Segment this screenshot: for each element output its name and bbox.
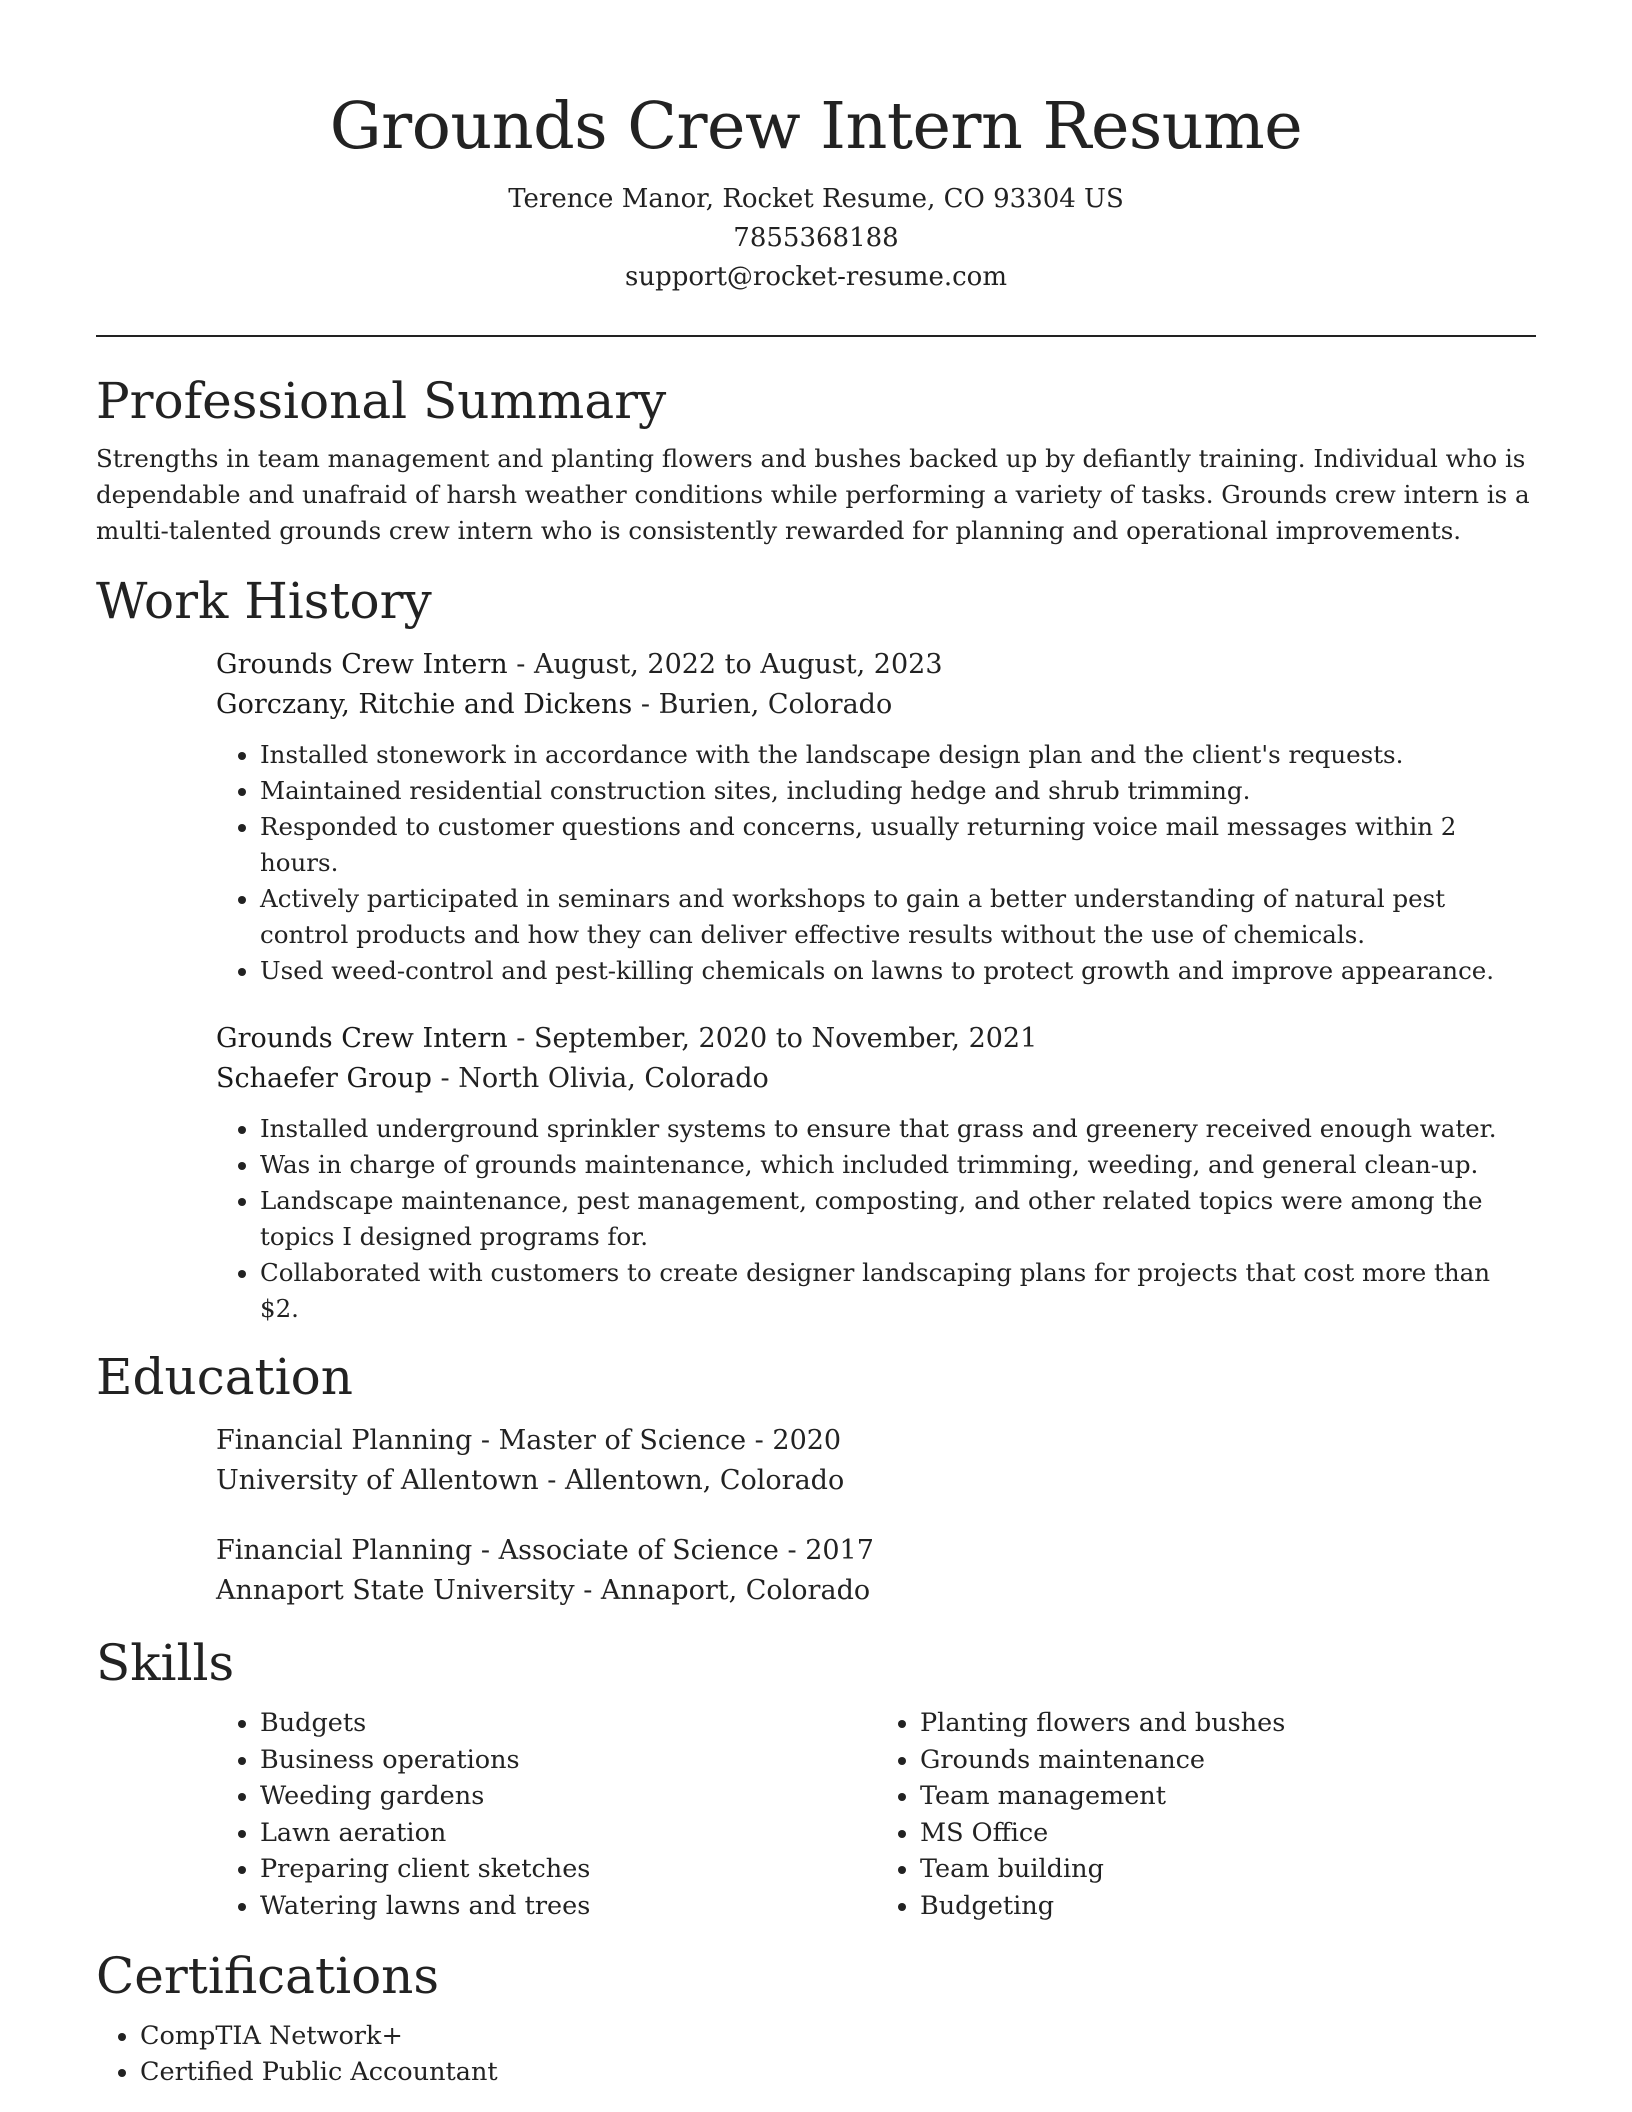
job-dates: August, 2022 to August, 2023 (533, 649, 943, 680)
job-title-line (216, 645, 1536, 685)
contact-email: support@rocket-resume.com (624, 262, 1007, 292)
job-title: Grounds Crew Intern (216, 1023, 508, 1054)
skills-section (96, 1633, 1536, 1924)
education-section (96, 1347, 1536, 1611)
skill-item: • Business operations (260, 1742, 876, 1779)
skill-item: • Team management (920, 1778, 1536, 1815)
education-school: University of Allentown (216, 1465, 539, 1496)
education-field: Financial Planning (216, 1425, 473, 1456)
separator: - (574, 1575, 601, 1606)
job-duty: • Used weed-control and pest-killing chemicals on lawns to protect growth and improve appearance. (260, 953, 1536, 989)
separator: - (472, 1425, 499, 1456)
job-duty: • Collaborated with customers to create designer landscaping plans for projects that cost more than $2. (260, 1255, 1536, 1327)
separator: - (746, 1425, 773, 1456)
contact-block (96, 180, 1536, 297)
separator: - (507, 1023, 534, 1054)
work-history-section (96, 571, 1536, 1327)
summary-heading: Professional Summary (96, 372, 667, 430)
separator: - (632, 689, 659, 720)
skills-list-left (216, 1705, 876, 1924)
job-company-line (216, 685, 1536, 725)
education-year: 2017 (805, 1535, 874, 1566)
education-entry (216, 1531, 1536, 1611)
header-divider (96, 335, 1536, 337)
job-duty: • Actively participated in seminars and workshops to gain a better understanding of natural pest control products and how they can deliver effective results without the use of chemicals. (260, 881, 1536, 953)
skill-item: • Lawn aeration (260, 1815, 876, 1852)
resume-title: Grounds Crew Intern Resume (329, 89, 1303, 164)
resume-header (96, 0, 1536, 297)
skill-item: • MS Office (920, 1815, 1536, 1852)
job-duty: • Landscape maintenance, pest management, composting, and other related topics were among the topics I designed programs for. (260, 1183, 1536, 1255)
separator: - (431, 1063, 459, 1094)
job-duty: • Maintained residential construction sites, including hedge and shrub trimming. (260, 773, 1536, 809)
job-title: Grounds Crew Intern (216, 649, 508, 680)
education-heading: Education (96, 1348, 353, 1406)
education-degree: Associate of Science (498, 1535, 779, 1566)
certifications-heading: Certifications (96, 1947, 440, 2005)
education-degree-line (216, 1531, 1536, 1571)
job-company: Gorczany, Ritchie and Dickens (216, 689, 633, 720)
job-duties-list (216, 1111, 1536, 1327)
skill-item: • Preparing client sketches (260, 1851, 876, 1888)
education-school-line (216, 1571, 1536, 1611)
education-field: Financial Planning (216, 1535, 473, 1566)
job-duty: • Responded to customer questions and concerns, usually returning voice mail messages within 2 hours. (260, 809, 1536, 881)
separator: - (538, 1465, 565, 1496)
education-degree-line (216, 1421, 1536, 1461)
skill-item: • Watering lawns and trees (260, 1888, 876, 1925)
education-year: 2020 (772, 1425, 842, 1456)
job-location: North Olivia, Colorado (458, 1063, 769, 1094)
job-dates: September, 2020 to November, 2021 (533, 1023, 1038, 1054)
skill-item: • Budgets (260, 1705, 876, 1742)
job-title-line (216, 1019, 1536, 1059)
skills-columns (216, 1705, 1536, 1924)
separator: - (778, 1535, 806, 1566)
job-company: Schaefer Group (216, 1063, 432, 1094)
separator: - (472, 1535, 499, 1566)
contact-address: Terence Manor, Rocket Resume, CO 93304 US (508, 184, 1124, 214)
education-school-line (216, 1461, 1536, 1501)
certifications-section (96, 1946, 1536, 2090)
separator: - (507, 649, 534, 680)
education-entry (216, 1421, 1536, 1501)
certifications-list (96, 2018, 1536, 2090)
certification-item: • CompTIA Network+ (140, 2018, 1536, 2054)
skills-heading: Skills (96, 1634, 235, 1692)
job-duties-list (216, 737, 1536, 989)
skills-list-right (876, 1705, 1536, 1924)
education-location: Allentown, Colorado (564, 1465, 845, 1496)
job-location: Burien, Colorado (658, 689, 893, 720)
contact-phone: 7855368188 (733, 223, 899, 253)
certification-item: • Certified Public Accountant (140, 2054, 1536, 2090)
job-duty: • Installed stonework in accordance with the landscape design plan and the client's requests. (260, 737, 1536, 773)
education-degree: Master of Science (498, 1425, 747, 1456)
skill-item: • Budgeting (920, 1888, 1536, 1925)
summary-section (96, 371, 1536, 549)
skill-item: • Weeding gardens (260, 1778, 876, 1815)
skill-item: • Grounds maintenance (920, 1742, 1536, 1779)
job-duty: • Was in charge of grounds maintenance, which included trimming, weeding, and general clean-up. (260, 1147, 1536, 1183)
education-location: Annaport, Colorado (600, 1575, 871, 1606)
job-company-line (216, 1059, 1536, 1099)
skill-item: • Team building (920, 1851, 1536, 1888)
job-entry (216, 1019, 1536, 1327)
work-history-heading: Work History (96, 572, 432, 630)
education-school: Annaport State University (216, 1575, 575, 1606)
job-duty: • Installed underground sprinkler systems to ensure that grass and greenery received enough water. (260, 1111, 1536, 1147)
job-entry (216, 645, 1536, 989)
summary-text: Strengths in team management and planting flowers and bushes backed up by defiantly training. Individual who is dependable and unafraid of harsh weather conditions while performing a variety of tasks. Grounds crew intern is a multi-talented grounds crew intern who is consistently rewarded for planning and operational improvements. (96, 444, 1530, 545)
skill-item: • Planting flowers and bushes (920, 1705, 1536, 1742)
